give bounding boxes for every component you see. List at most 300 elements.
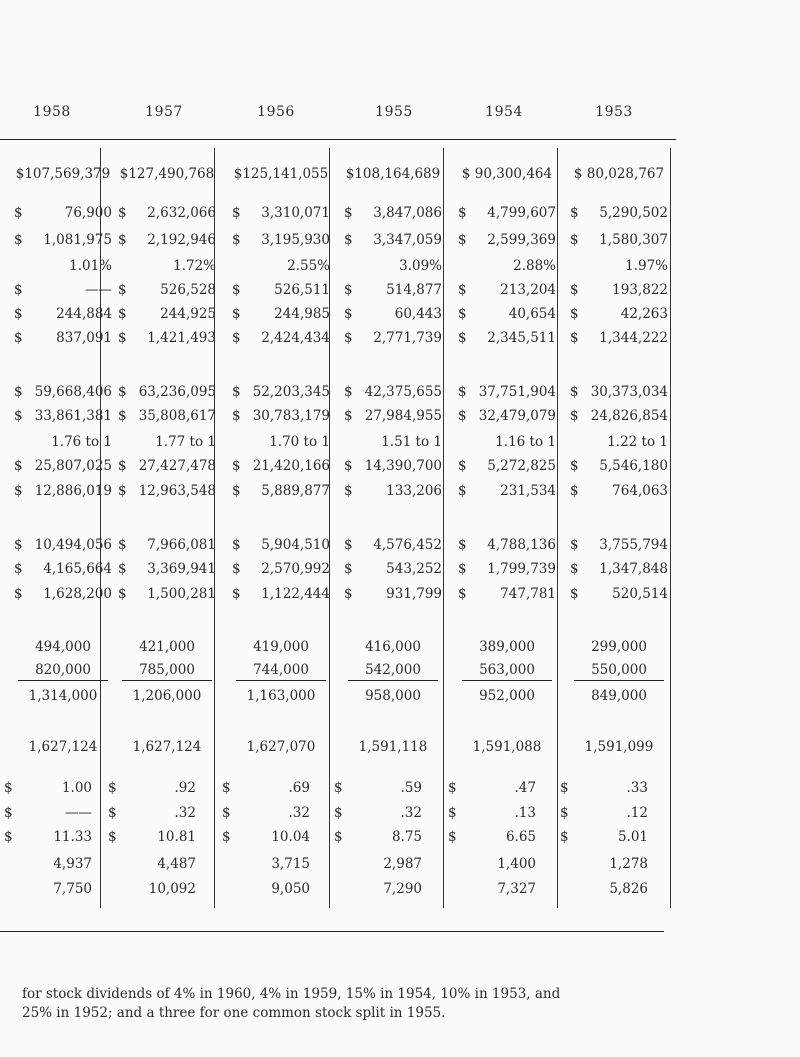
- cell-value: 59,668,406: [34, 384, 112, 400]
- cell-value: .69: [288, 780, 310, 796]
- cell-value: 3,347,059: [373, 232, 442, 248]
- cell-value: 4,788,136: [487, 537, 556, 553]
- dollar-sign: $: [4, 780, 13, 796]
- dollar-sign: $: [334, 805, 343, 821]
- dollar-sign: $: [14, 586, 23, 602]
- cell-value: 30,373,034: [590, 384, 668, 400]
- cell-value: 10.81: [157, 829, 196, 845]
- dollar-sign: $: [448, 780, 457, 796]
- year-header: 1957: [145, 104, 183, 120]
- table-cell: [334, 856, 434, 872]
- cell-value: .47: [514, 780, 536, 796]
- cell-value: 40,654: [508, 306, 556, 322]
- table-cell: [570, 739, 668, 755]
- dollar-sign: $: [458, 458, 467, 474]
- cell-value: 550,000: [591, 662, 647, 678]
- dollar-sign: $: [118, 232, 127, 248]
- dollar-sign: $: [4, 829, 13, 845]
- table-cell: [118, 739, 216, 755]
- cell-value: 299,000: [591, 639, 647, 655]
- table-cell: [14, 166, 112, 182]
- table-cell: [232, 258, 330, 274]
- cell-value: 10,092: [148, 881, 196, 897]
- cell-value: 1,627,124: [28, 739, 98, 755]
- dollar-sign: $: [570, 561, 579, 577]
- dollar-sign: $: [14, 384, 23, 400]
- table-cell: [118, 586, 216, 602]
- table-cell: [222, 829, 322, 845]
- table-cell: [4, 805, 104, 821]
- cell-value: 42,263: [620, 306, 668, 322]
- cell-value: 2,570,992: [261, 561, 330, 577]
- cell-value: 1,163,000: [246, 688, 316, 704]
- table-cell: [118, 330, 216, 346]
- table-cell: [232, 434, 330, 450]
- table-cell: [118, 434, 216, 450]
- table-cell: [118, 282, 216, 298]
- dollar-sign: $: [14, 408, 23, 424]
- cell-value: 21,420,166: [252, 458, 330, 474]
- cell-value: 1,206,000: [132, 688, 202, 704]
- cell-value: 837,091: [56, 330, 112, 346]
- table-cell: [458, 483, 556, 499]
- table-cell: [570, 282, 668, 298]
- table-cell: [232, 205, 330, 221]
- table-cell: [570, 688, 668, 704]
- cell-value: 133,206: [386, 483, 442, 499]
- column-divider: [557, 148, 558, 908]
- cell-value: 2,345,511: [487, 330, 556, 346]
- column-divider: [670, 148, 671, 908]
- table-cell: [232, 232, 330, 248]
- table-cell: [14, 205, 112, 221]
- dollar-sign: $: [458, 384, 467, 400]
- cell-value: $107,569,379: [15, 166, 111, 182]
- cell-value: 1,314,000: [28, 688, 98, 704]
- cell-value: .59: [400, 780, 422, 796]
- table-cell: [458, 258, 556, 274]
- dollar-sign: $: [232, 282, 241, 298]
- cell-value: 1.51 to 1: [381, 434, 442, 450]
- cell-value: 244,985: [274, 306, 330, 322]
- table-cell: [344, 739, 442, 755]
- table-cell: [118, 166, 216, 182]
- cell-value: 3.09%: [399, 258, 442, 274]
- cell-value: 958,000: [365, 688, 421, 704]
- cell-value: 421,000: [139, 639, 195, 655]
- table-cell: [14, 739, 112, 755]
- cell-value: 526,528: [160, 282, 216, 298]
- footnote: for stock dividends of 4% in 1960, 4% in 1959, 15% in 1954, 10% in 1953, and 25% in 1952; and a three for one common stock split in 1955.: [22, 986, 561, 1021]
- table-cell: [570, 384, 668, 400]
- cell-value: 1,421,493: [147, 330, 216, 346]
- table-cell: [232, 639, 330, 655]
- dollar-sign: $: [232, 561, 241, 577]
- table-cell: [118, 408, 216, 424]
- cell-value: .12: [626, 805, 648, 821]
- table-cell: [222, 780, 322, 796]
- dollar-sign: $: [560, 805, 569, 821]
- cell-value: 543,252: [386, 561, 442, 577]
- table-cell: [118, 384, 216, 400]
- table-cell: [118, 458, 216, 474]
- table-cell: [4, 780, 104, 796]
- dollar-sign: $: [570, 306, 579, 322]
- dollar-sign: $: [570, 330, 579, 346]
- cell-value: 1,591,088: [472, 739, 542, 755]
- dollar-sign: $: [458, 306, 467, 322]
- cell-value: 514,877: [386, 282, 442, 298]
- table-cell: [560, 881, 660, 897]
- cell-value: 12,886,019: [34, 483, 112, 499]
- table-cell: [560, 805, 660, 821]
- table-cell: [344, 166, 442, 182]
- table-cell: [458, 739, 556, 755]
- dollar-sign: $: [232, 384, 241, 400]
- table-cell: [458, 384, 556, 400]
- cell-value: 520,514: [612, 586, 668, 602]
- cell-value: 1,347,848: [599, 561, 668, 577]
- cell-value: 2,987: [383, 856, 422, 872]
- table-cell: [232, 330, 330, 346]
- cell-value: 8.75: [391, 829, 422, 845]
- table-cell: [14, 586, 112, 602]
- dollar-sign: $: [232, 458, 241, 474]
- dollar-sign: $: [118, 282, 127, 298]
- subtotal-rule: [236, 680, 326, 681]
- table-cell: [14, 384, 112, 400]
- cell-value: $ 90,300,464: [461, 166, 553, 182]
- cell-value: 4,576,452: [373, 537, 442, 553]
- table-cell: [118, 561, 216, 577]
- table-cell: [458, 561, 556, 577]
- dollar-sign: $: [14, 306, 23, 322]
- dollar-sign: $: [232, 205, 241, 221]
- table-cell: [334, 829, 434, 845]
- cell-value: 2.55%: [287, 258, 330, 274]
- table-cell: [14, 258, 112, 274]
- cell-value: 2,771,739: [373, 330, 442, 346]
- table-cell: [458, 639, 556, 655]
- cell-value: 3,847,086: [373, 205, 442, 221]
- cell-value: 5,826: [609, 881, 648, 897]
- table-cell: [570, 434, 668, 450]
- table-cell: [14, 662, 112, 678]
- table-cell: [14, 282, 112, 298]
- cell-value: 494,000: [35, 639, 91, 655]
- table-cell: [570, 232, 668, 248]
- cell-value: 1,591,099: [584, 739, 654, 755]
- cell-value: 2,632,066: [147, 205, 216, 221]
- cell-value: 1,500,281: [147, 586, 216, 602]
- cell-value: .33: [626, 780, 648, 796]
- cell-value: 1.76 to 1: [51, 434, 112, 450]
- dollar-sign: $: [560, 829, 569, 845]
- cell-value: 4,165,664: [43, 561, 112, 577]
- dollar-sign: $: [14, 561, 23, 577]
- table-cell: [118, 483, 216, 499]
- dollar-sign: $: [344, 205, 353, 221]
- table-cell: [14, 561, 112, 577]
- dollar-sign: $: [334, 829, 343, 845]
- table-cell: [458, 330, 556, 346]
- table-cell: [232, 458, 330, 474]
- subtotal-rule: [574, 680, 664, 681]
- table-cell: [14, 330, 112, 346]
- table-cell: [560, 780, 660, 796]
- cell-value: 820,000: [35, 662, 91, 678]
- table-cell: [14, 232, 112, 248]
- cell-value: 542,000: [365, 662, 421, 678]
- cell-value: 931,799: [386, 586, 442, 602]
- dollar-sign: $: [458, 205, 467, 221]
- cell-value: 32,479,079: [478, 408, 556, 424]
- dollar-sign: $: [232, 408, 241, 424]
- dollar-sign: $: [570, 586, 579, 602]
- table-cell: [108, 805, 208, 821]
- table-cell: [4, 829, 104, 845]
- dollar-sign: $: [344, 483, 353, 499]
- cell-value: 27,984,955: [364, 408, 442, 424]
- cell-value: 1,627,124: [132, 739, 202, 755]
- cell-value: 416,000: [365, 639, 421, 655]
- cell-value: .92: [174, 780, 196, 796]
- dollar-sign: $: [570, 384, 579, 400]
- dollar-sign: $: [118, 561, 127, 577]
- table-cell: [232, 282, 330, 298]
- table-cell: [108, 780, 208, 796]
- dollar-sign: $: [118, 408, 127, 424]
- dollar-sign: $: [118, 483, 127, 499]
- dollar-sign: $: [118, 330, 127, 346]
- dollar-sign: $: [222, 780, 231, 796]
- cell-value: $108,164,689: [345, 166, 441, 182]
- cell-value: 1,122,444: [261, 586, 330, 602]
- table-cell: [118, 258, 216, 274]
- table-cell: [118, 537, 216, 553]
- cell-value: 244,884: [56, 306, 112, 322]
- dollar-sign: $: [14, 458, 23, 474]
- dollar-sign: $: [232, 483, 241, 499]
- cell-value: .32: [174, 805, 196, 821]
- table-cell: [344, 483, 442, 499]
- subtotal-rule: [122, 680, 212, 681]
- cell-value: 5,904,510: [261, 537, 330, 553]
- table-cell: [232, 586, 330, 602]
- table-cell: [344, 586, 442, 602]
- dollar-sign: $: [344, 384, 353, 400]
- cell-value: 5.01: [617, 829, 648, 845]
- cell-value: 14,390,700: [364, 458, 442, 474]
- cell-value: 952,000: [479, 688, 535, 704]
- dollar-sign: $: [344, 306, 353, 322]
- table-cell: [14, 458, 112, 474]
- cell-value: 231,534: [500, 483, 556, 499]
- table-cell: [108, 856, 208, 872]
- dollar-sign: $: [570, 458, 579, 474]
- table-cell: [570, 205, 668, 221]
- cell-value: 9,050: [271, 881, 310, 897]
- dollar-sign: $: [334, 780, 343, 796]
- dollar-sign: $: [232, 586, 241, 602]
- table-cell: [118, 662, 216, 678]
- table-cell: [344, 458, 442, 474]
- cell-value: ——: [65, 805, 92, 821]
- table-cell: [108, 881, 208, 897]
- table-cell: [232, 483, 330, 499]
- table-cell: [14, 408, 112, 424]
- cell-value: 11.33: [53, 829, 92, 845]
- cell-value: 1,081,975: [43, 232, 112, 248]
- cell-value: 1,278: [609, 856, 648, 872]
- dollar-sign: $: [448, 829, 457, 845]
- cell-value: 37,751,904: [478, 384, 556, 400]
- cell-value: 213,204: [500, 282, 556, 298]
- dollar-sign: $: [108, 829, 117, 845]
- cell-value: 5,889,877: [261, 483, 330, 499]
- dollar-sign: $: [458, 561, 467, 577]
- dollar-sign: $: [570, 483, 579, 499]
- cell-value: 7,750: [53, 881, 92, 897]
- table-cell: [570, 662, 668, 678]
- cell-value: 10,494,056: [34, 537, 112, 553]
- table-cell: [344, 232, 442, 248]
- year-header: 1958: [33, 104, 71, 120]
- cell-value: 1.77 to 1: [155, 434, 216, 450]
- cell-value: 1,400: [497, 856, 536, 872]
- table-cell: [458, 537, 556, 553]
- dollar-sign: $: [14, 330, 23, 346]
- cell-value: 3,755,794: [599, 537, 668, 553]
- dollar-sign: $: [118, 205, 127, 221]
- cell-value: 244,925: [160, 306, 216, 322]
- table-cell: [222, 805, 322, 821]
- cell-value: 2,599,369: [487, 232, 556, 248]
- cell-value: 3,195,930: [261, 232, 330, 248]
- dollar-sign: $: [344, 458, 353, 474]
- dollar-sign: $: [458, 408, 467, 424]
- table-cell: [570, 408, 668, 424]
- cell-value: 3,369,941: [147, 561, 216, 577]
- table-cell: [458, 306, 556, 322]
- dollar-sign: $: [458, 330, 467, 346]
- dollar-sign: $: [458, 586, 467, 602]
- cell-value: 1.22 to 1: [607, 434, 668, 450]
- table-cell: [344, 384, 442, 400]
- dollar-sign: $: [458, 537, 467, 553]
- table-cell: [570, 483, 668, 499]
- dollar-sign: $: [344, 282, 353, 298]
- subtotal-rule: [348, 680, 438, 681]
- table-cell: [232, 537, 330, 553]
- dollar-sign: $: [232, 537, 241, 553]
- table-cell: [232, 306, 330, 322]
- table-cell: [570, 306, 668, 322]
- cell-value: .32: [288, 805, 310, 821]
- subtotal-rule: [18, 680, 108, 681]
- table-cell: [118, 639, 216, 655]
- cell-value: 30,783,179: [252, 408, 330, 424]
- dollar-sign: $: [222, 805, 231, 821]
- cell-value: 35,808,617: [138, 408, 216, 424]
- cell-value: 1.01%: [69, 258, 112, 274]
- table-cell: [118, 232, 216, 248]
- cell-value: 63,236,095: [138, 384, 216, 400]
- table-cell: [14, 688, 112, 704]
- table-cell: [448, 856, 548, 872]
- table-cell: [344, 688, 442, 704]
- cell-value: 785,000: [139, 662, 195, 678]
- cell-value: 27,427,478: [138, 458, 216, 474]
- cell-value: 1,799,739: [487, 561, 556, 577]
- cell-value: 2,424,434: [261, 330, 330, 346]
- cell-value: 1,627,070: [246, 739, 316, 755]
- table-cell: [232, 384, 330, 400]
- table-cell: [458, 688, 556, 704]
- table-cell: [118, 306, 216, 322]
- cell-value: 60,443: [394, 306, 442, 322]
- table-cell: [458, 434, 556, 450]
- cell-value: .32: [400, 805, 422, 821]
- cell-value: 4,937: [53, 856, 92, 872]
- cell-value: 52,203,345: [252, 384, 330, 400]
- cell-value: 747,781: [500, 586, 556, 602]
- column-divider: [443, 148, 444, 908]
- cell-value: $127,490,768: [119, 166, 215, 182]
- table-cell: [232, 166, 330, 182]
- cell-value: 42,375,655: [364, 384, 442, 400]
- cell-value: 3,310,071: [261, 205, 330, 221]
- cell-value: 24,826,854: [590, 408, 668, 424]
- table-cell: [108, 829, 208, 845]
- table-cell: [344, 282, 442, 298]
- table-cell: [4, 856, 104, 872]
- dollar-sign: $: [560, 780, 569, 796]
- dollar-sign: $: [14, 537, 23, 553]
- table-cell: [14, 639, 112, 655]
- cell-value: 2.88%: [513, 258, 556, 274]
- dollar-sign: $: [344, 330, 353, 346]
- table-cell: [344, 408, 442, 424]
- cell-value: 7,290: [383, 881, 422, 897]
- table-cell: [14, 537, 112, 553]
- year-header: 1953: [595, 104, 633, 120]
- dollar-sign: $: [118, 306, 127, 322]
- dollar-sign: $: [344, 537, 353, 553]
- dollar-sign: $: [344, 586, 353, 602]
- table-cell: [570, 561, 668, 577]
- cell-value: 1.72%: [173, 258, 216, 274]
- dollar-sign: $: [108, 805, 117, 821]
- bottom-rule: [0, 931, 664, 932]
- table-cell: [232, 561, 330, 577]
- table-cell: [570, 258, 668, 274]
- cell-value: 76,900: [64, 205, 112, 221]
- cell-value: 33,861,381: [34, 408, 112, 424]
- table-cell: [344, 662, 442, 678]
- table-cell: [458, 408, 556, 424]
- cell-value: 1,628,200: [43, 586, 112, 602]
- cell-value: $125,141,055: [233, 166, 329, 182]
- table-cell: [232, 739, 330, 755]
- cell-value: $ 80,028,767: [573, 166, 665, 182]
- cell-value: 849,000: [591, 688, 647, 704]
- cell-value: .13: [514, 805, 536, 821]
- table-cell: [118, 688, 216, 704]
- table-cell: [344, 639, 442, 655]
- dollar-sign: $: [570, 408, 579, 424]
- table-cell: [14, 306, 112, 322]
